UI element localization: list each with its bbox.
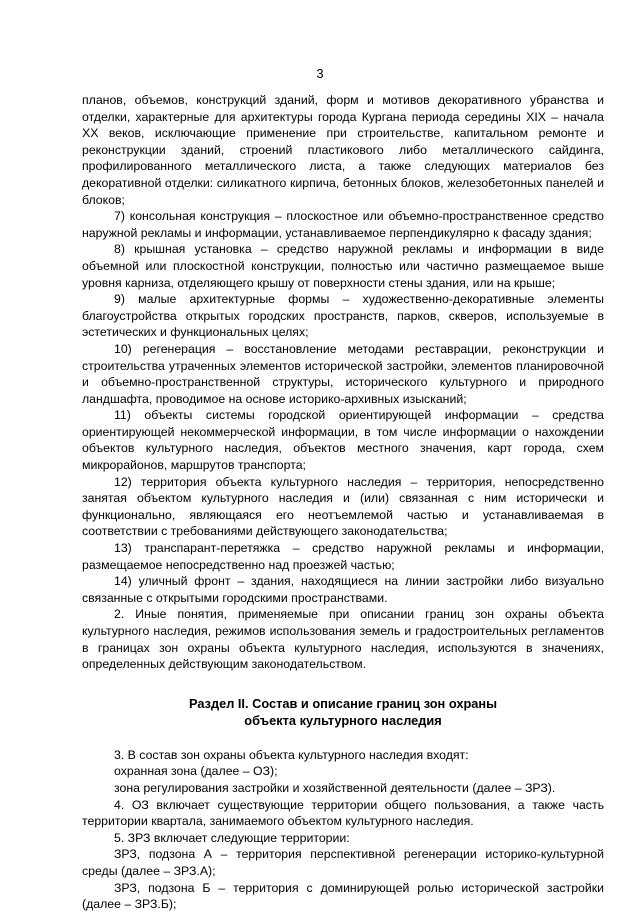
paragraph: зона регулирования застройки и хозяйственной деятельности (далее – ЗРЗ). [114, 780, 556, 795]
paragraph: 14) уличный фронт – здания, находящиеся на линии застройки либо визуально связанные с открытыми городскими пространствами. [82, 574, 604, 605]
paragraph: 5. ЗРЗ включает следующие территории: [114, 830, 350, 845]
paragraph: 13) транспарант-перетяжка – средство наружной рекламы и информации, размещаемое непосредственно над проезжей частью; [82, 541, 604, 572]
section-heading [82, 695, 604, 729]
paragraph: 11) объекты системы городской ориентирующей информации – средства ориентирующей некоммерческой информации, в том числе информации о нахождении объектов культурного наследия, объектов местного значения, карт города, схем микрорайонов, маршрутов транспорта; [82, 408, 604, 473]
paragraph: 10) регенерация – восстановление методами реставрации, реконструкции и строительства утраченных элементов исторической застройки, элементов планировочной и объемно-пространственной структуры, исторического культурного и природного ландшафта, проводимое на основе историко-архивных изысканий; [82, 341, 604, 406]
paragraph: планов, объемов, конструкций зданий, форм и мотивов декоративного убранства и отделки, характерные для архитектуры города Кургана периода середины XIX – начала XX веков, исключающие применение при строительстве, капитальном ремонте и реконструкции зданий, строений пластикового либо металлического сайдинга, профилированного металлического листа, а также следующих материалов без декоративной отделки: силикатного кирпича, бетонных блоков, железобетонных панелей и блоков; [82, 93, 604, 207]
paragraph: 8) крышная установка – средство наружной рекламы и информации в виде объемной или плоскостной конструкции, полностью или частично размещаемое выше уровня карниза, отделяющего крышу от поверхности стены здания, или на крыше; [82, 242, 604, 290]
paragraph: ЗРЗ, подзона Б – территория с доминирующей ролью исторической застройки (далее – ЗРЗ.Б); [82, 880, 604, 912]
section-heading-line1: Раздел II. Состав и описание границ зон охраны [188, 695, 498, 711]
document-body [82, 92, 604, 913]
page-number: 3 [316, 66, 324, 81]
paragraph: 3. В состав зон охраны объекта культурного наследия входят: [114, 747, 469, 762]
paragraph: 4. ОЗ включает существующие территории общего пользования, а также часть территории квартала, занимаемого объектом культурного наследия. [82, 797, 604, 829]
paragraph: 2. Иные понятия, применяемые при описании границ зон охраны объекта культурного наследия, режимов использования земель и градостроительных регламентов в границах зон охраны объекта культурного наследия, используются в значениях, определенных действующим законодательством. [82, 607, 604, 672]
paragraph: 9) малые архитектурные формы – художественно-декоративные элементы благоустройства открытых городских пространств, парков, скверов, используемые в эстетических и функциональных целях; [82, 292, 604, 340]
section-heading-line2: объекта культурного наследия [244, 712, 442, 728]
paragraph: 12) территория объекта культурного наследия – территория, непосредственно занятая объектом культурного наследия и (или) связанная с ним исторически и функционально, являющаяся его неотъемлемой частью и устанавливаемая в соответствии с требованиями действующего законодательства; [82, 474, 604, 539]
paragraph: 7) консольная конструкция – плоскостное или объемно-пространственное средство наружной рекламы и информации, устанавливаемое перпендикулярно к фасаду здания; [82, 209, 604, 240]
paragraph: охранная зона (далее – ОЗ); [114, 764, 278, 779]
paragraph: ЗРЗ, подзона А – территория перспективной регенерации историко-культурной среды (далее – ЗРЗ.А); [82, 847, 604, 878]
